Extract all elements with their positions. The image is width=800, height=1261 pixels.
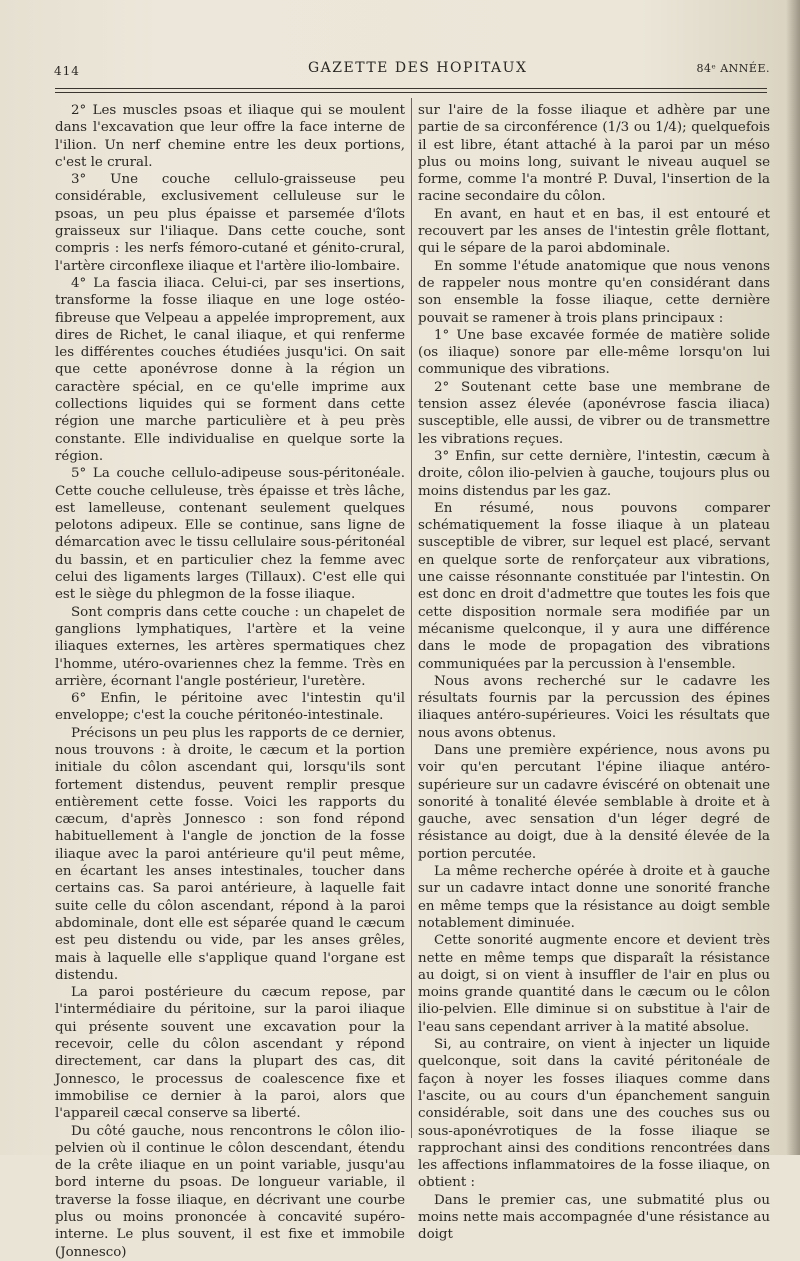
paragraph: 3° Enfin, sur cette dernière, l'intestin, cæcum à droite, côlon ilio-pelvien à gauche, toujours plus ou moins distendus par les gaz. — [418, 448, 770, 499]
paragraph: Si, au contraire, on vient à injecter un liquide quelconque, soit dans la cavité péritonéale de façon à noyer les fosses iliaques comme dans l'ascite, ou au cours d'un épanchement sanguin considérable, soit dans une des couches sus ou sous-aponévrotiques de la fosse iliaque se rapprochant ainsi des conditions rencontrées dans les affections inflammatoires de la fosse iliaque, on obtient : — [418, 1037, 770, 1191]
paragraph: 3° Une couche cellulo-graisseuse peu considérable, exclusivement celluleuse sur le psoas, un peu plus épaisse et parsemée d'îlots graisseux sur l'iliaque. Dans cette couche, sont compris : les nerfs fémoro-cutané et génito-crural, l'artère circonflexe iliaque et l'artère ilio-lombaire. — [55, 172, 405, 274]
header-rule-top — [55, 88, 767, 89]
paragraph: 2° Les muscles psoas et iliaque qui se moulent dans l'excavation que leur offre la face interne de l'ilion. Un nerf chemine entre les deux portions, c'est le crural. — [55, 103, 405, 170]
paragraph: 4° La fascia iliaca. Celui-ci, par ses insertions, transforme la fosse iliaque en une loge ostéo-fibreuse que Velpeau a appelée improprement, aux dires de Richet, le canal iliaque, et qui renferme les différentes couches étudiées jusqu'ici. On sait que cette aponévrose donne à la région un caractère spécial, en ce qu'elle imprime aux collections liquides qui se forment dans cette région une marche particulière et à peu près constante. Elle individualise en quelque sorte la région. — [55, 275, 405, 464]
journal-title: GAZETTE DES HOPITAUX — [308, 60, 528, 76]
paragraph: En somme l'étude anatomique que nous venons de rappeler nous montre qu'en considérant dans son ensemble la fosse iliaque, cette dernière pouvait se ramener à trois plans principaux : — [418, 258, 770, 326]
paragraph: Cette sonorité augmente encore et devient très nette en même temps que disparaît la résistance au doigt, si on vient à insuffler de l'air en plus ou moins grande quantité dans le cæcum ou le côlon ilio-pelvien. Elle diminue si on substitue à l'air de l'eau sans cependant arriver à la matité absolue. — [418, 933, 770, 1035]
paragraph: Nous avons recherché sur le cadavre les résultats fournis par la percussion des épines iliaques antéro-supérieures. Voici les résultats que nous avons obtenus. — [418, 673, 770, 741]
paragraph: Précisons un peu plus les rapports de ce dernier, nous trouvons : à droite, le cæcum et la portion initiale du côlon ascendant qui, lorsqu'ils sont fortement distendus, peuvent remplir presque entièrement cette fosse. Voici les rapports du cæcum, d'après Jonnesco : son fond répond habituellement à l'angle de jonction de la fosse iliaque avec la paroi antérieure qu'il peut même, en écartant les anses intestinales, toucher dans certains cas. Sa paroi antérieure, à laquelle fait suite celle du côlon ascendant, répond à la paroi abdominale, dont elle est séparée quand le cæcum est peu distendu ou vide, par les anses grêles, mais à laquelle elle s'applique quand l'organe est distendu. — [55, 725, 405, 983]
paragraph: En avant, en haut et en bas, il est entouré et recouvert par les anses de l'intestin grêle flottant, qui le sépare de la paroi abdominale. — [418, 206, 770, 257]
paragraph: En résumé, nous pouvons comparer schématiquement la fosse iliaque à un plateau susceptible de vibrer, sur lequel est placé, servant en quelque sorte de renforçateur aux vibrations, une caisse résonnante constituée par l'intestin. On est donc en droit d'admettre que toutes les fois que cette disposition normale sera modifiée par un mécanisme quelconque, il y aura une différence dans le mode de propagation des vibrations communiquées par la percussion à l'ensemble. — [418, 500, 770, 672]
column-divider — [411, 98, 412, 1138]
right-column — [418, 102, 770, 1244]
paragraph-continued: sur l'aire de la fosse iliaque et adhère par une partie de sa circonférence (1/3 ou 1/4); quelquefois il est libre, étant attaché à la paroi par un méso plus ou moins long, suivant le niveau auquel se forme, comme l'a montré P. Duval, l'insertion de la racine secondaire du côlon. — [418, 103, 770, 205]
paragraph: Dans une première expérience, nous avons pu voir qu'en percutant l'épine iliaque antéro-supérieure sur un cadavre éviscéré on obtenait une sonorité à tonalité élevée semblable à droite et à gauche, avec sensation d'un léger degré de résistance au doigt, due à la densité élevée de la portion percutée. — [418, 742, 770, 862]
page-number: 414 — [54, 64, 80, 78]
left-column — [55, 102, 405, 1261]
paragraph: Du côté gauche, nous rencontrons le côlon ilio-pelvien où il continue le côlon descendant, étendu de la crête iliaque en un point variable, jusqu'au bord interne du psoas. De longueur variable, il traverse la fosse iliaque, en décrivant une courbe plus ou moins prononcée à concavité supéro-interne. Le plus souvent, il est fixe et immobile (Jonnesco) — [55, 1123, 405, 1260]
year-label: 84ᵉ ANNÉE. — [696, 62, 770, 75]
paragraph: 2° Soutenant cette base une membrane de tension assez élevée (aponévrose fascia iliaca) susceptible, elle aussi, de vibrer ou de transmettre les vibrations reçues. — [418, 379, 770, 447]
paragraph: 5° La couche cellulo-adipeuse sous-péritonéale. Cette couche celluleuse, très épaisse et très lâche, est lamelleuse, contenant seulement quelques pelotons adipeux. Elle se continue, sans ligne de démarcation avec le tissu cellulaire sous-péritonéal du bassin, et en particulier chez la femme avec celui des ligaments larges (Tillaux). C'est elle qui est le siège du phlegmon de la fosse iliaque. — [55, 466, 405, 603]
paragraph: 6° Enfin, le péritoine avec l'intestin qu'il enveloppe; c'est la couche péritonéo-intestinale. — [55, 691, 405, 724]
page-edge-shadow — [786, 0, 800, 1155]
header-rule-bottom — [55, 92, 767, 93]
page-header — [50, 60, 770, 84]
paragraph: La paroi postérieure du cæcum repose, par l'intermédiaire du péritoine, sur la paroi iliaque qui présente souvent une excavation pour la recevoir, celle du côlon ascendant y répond directement, car dans la plupart des cas, dit Jonnesco, le processus de coalescence fixe et immobilise ce dernier à la paroi, alors que l'appareil cæcal conserve sa liberté. — [55, 985, 405, 1122]
paragraph: Dans le premier cas, une submatité plus ou moins nette mais accompagnée d'une résistance au doigt — [418, 1192, 770, 1243]
paragraph: 1° Une base excavée formée de matière solide (os iliaque) sonore par elle-même lorsqu'on lui communique des vibrations. — [418, 327, 770, 378]
paragraph: La même recherche opérée à droite et à gauche sur un cadavre intact donne une sonorité franche en même temps que la résistance au doigt semble notablement diminuée. — [418, 864, 770, 931]
paragraph: Sont compris dans cette couche : un chapelet de ganglions lymphatiques, l'artère et la veine iliaques externes, les artères spermatiques chez l'homme, utéro-ovariennes chez la femme. Très en arrière, écornant l'angle postérieur, l'uretère. — [55, 604, 405, 689]
